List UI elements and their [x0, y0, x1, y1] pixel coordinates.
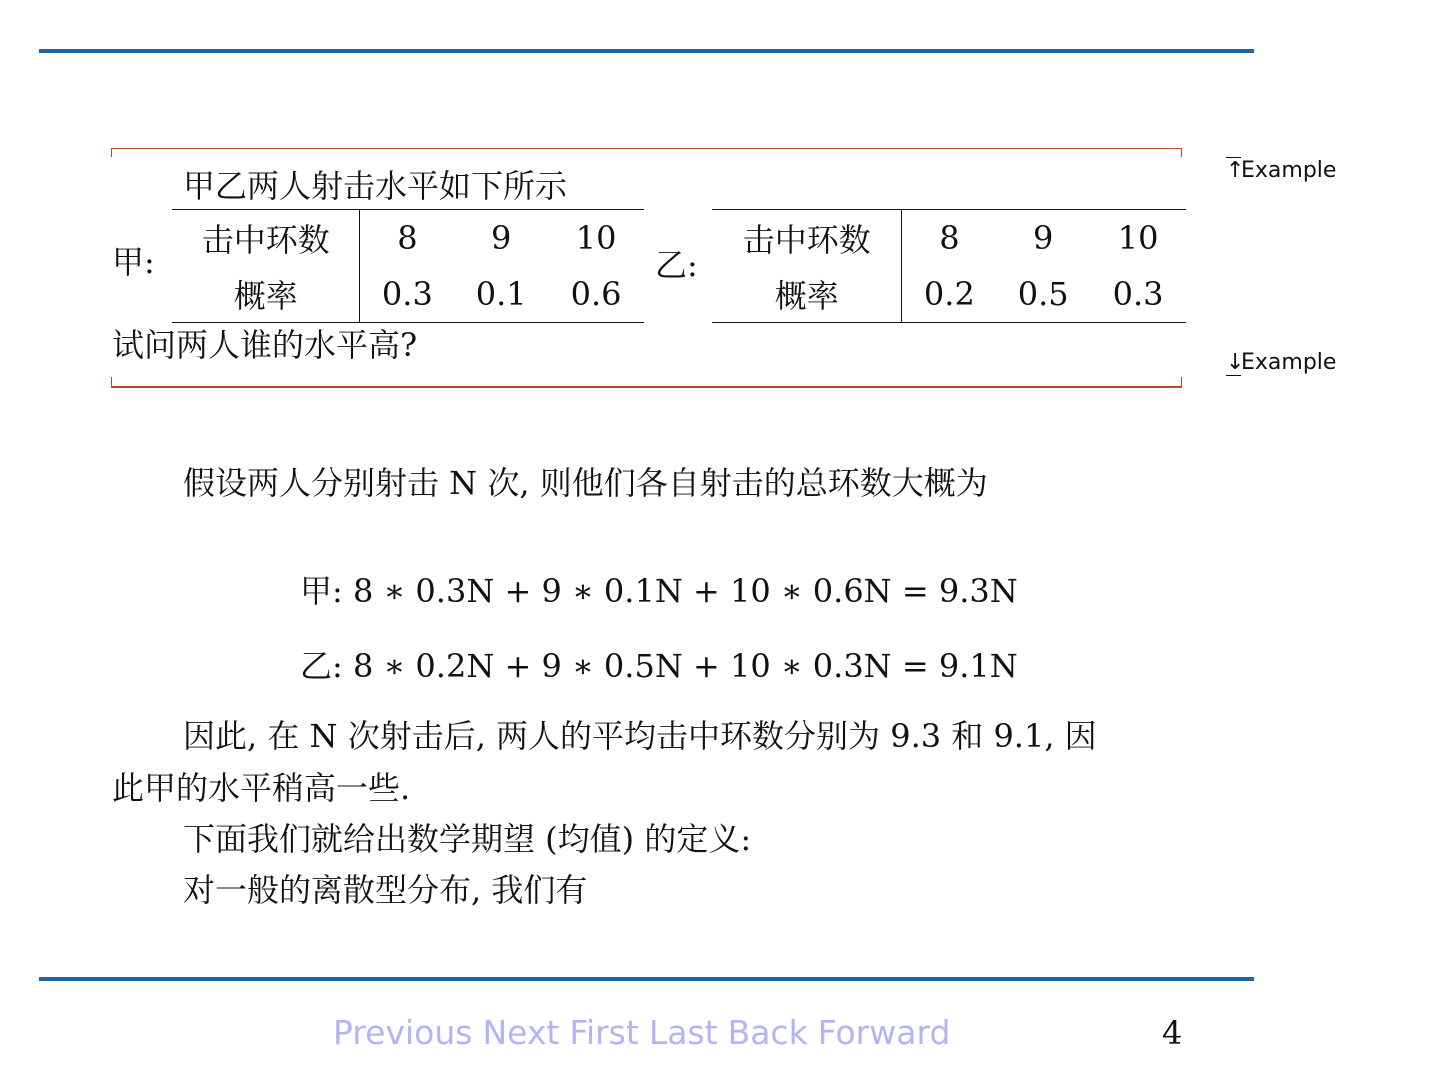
example-box-bottom-border: [111, 386, 1182, 388]
nav-next-link[interactable]: Next: [482, 1013, 560, 1052]
header-rule: [39, 49, 1254, 53]
box-tick: [111, 377, 112, 386]
player-a-label: 甲:: [112, 243, 155, 281]
table-row-header: 击中环数: [712, 210, 902, 267]
player-b-label: 乙:: [655, 246, 698, 284]
up-arrow-icon: ↑: [1226, 158, 1245, 183]
nav-last-link[interactable]: Last: [648, 1013, 718, 1052]
table-cell: 0.6: [570, 275, 622, 313]
box-tick: [1181, 377, 1182, 386]
table-cell: 9: [491, 219, 512, 257]
formula-b: [300, 641, 1018, 687]
example-end-marker[interactable]: [1226, 350, 1336, 376]
table-cell: 8: [397, 219, 418, 257]
paragraph-3: 下面我们就给出数学期望 (均值) 的定义:: [183, 820, 752, 858]
example-end-label: Example: [1241, 350, 1337, 375]
table-cell: 0.2: [923, 275, 975, 313]
table-cell: 10: [575, 219, 617, 257]
example-question: 试问两人谁的水平高?: [112, 326, 418, 364]
table-cell: 9: [1033, 219, 1054, 257]
formula-a-label: 甲:: [300, 572, 343, 610]
box-tick: [1181, 148, 1182, 157]
table-row-header: 概率: [712, 266, 902, 323]
player-a-table: [172, 209, 644, 323]
nav-bar: [333, 1013, 960, 1052]
table-row: [172, 266, 644, 323]
down-arrow-icon: ↓: [1226, 350, 1245, 375]
table-cell: 10: [1117, 219, 1159, 257]
paragraph-2-line-1: 因此, 在 N 次射击后, 两人的平均击中环数分别为 9.3 和 9.1, 因: [183, 717, 1097, 755]
formula-b-label: 乙:: [300, 647, 343, 685]
paragraph-2-line-2: 此甲的水平稍高一些.: [112, 769, 411, 807]
formula-a: [300, 566, 1018, 612]
footer-rule: [39, 977, 1254, 981]
box-tick: [111, 148, 112, 157]
nav-first-link[interactable]: First: [569, 1013, 639, 1052]
formula-b-expr: 8 ∗ 0.2N + 9 ∗ 0.5N + 10 ∗ 0.3N = 9.1N: [352, 647, 1018, 685]
example-intro: 甲乙两人射击水平如下所示: [183, 167, 568, 205]
example-start-marker[interactable]: [1226, 157, 1336, 184]
example-box-top-border: [111, 148, 1182, 149]
nav-previous-link[interactable]: Previous: [333, 1013, 473, 1052]
example-start-label: Example: [1241, 158, 1337, 183]
table-cell: 0.3: [381, 275, 433, 313]
table-cell: 0.5: [1017, 275, 1069, 313]
table-row-header: 击中环数: [172, 210, 360, 267]
player-b-table: [712, 209, 1186, 323]
formula-a-expr: 8 ∗ 0.3N + 9 ∗ 0.1N + 10 ∗ 0.6N = 9.3N: [352, 572, 1018, 610]
paragraph-1: 假设两人分别射击 N 次, 则他们各自射击的总环数大概为: [183, 464, 988, 502]
table-row: [712, 266, 1186, 323]
page-number: 4: [1162, 1014, 1183, 1052]
nav-back-link[interactable]: Back: [727, 1013, 808, 1052]
nav-forward-link[interactable]: Forward: [817, 1013, 951, 1052]
table-row: [172, 210, 644, 267]
table-row-header: 概率: [172, 266, 360, 323]
table-cell: 8: [939, 219, 960, 257]
table-row: [712, 210, 1186, 267]
paragraph-4: 对一般的离散型分布, 我们有: [183, 871, 588, 909]
table-cell: 0.3: [1112, 275, 1164, 313]
table-cell: 0.1: [475, 275, 527, 313]
